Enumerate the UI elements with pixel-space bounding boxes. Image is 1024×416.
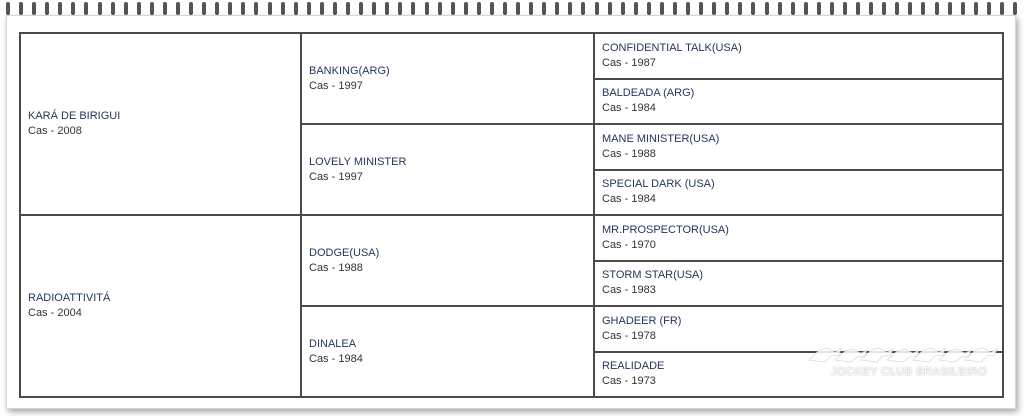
spiral-ring: [948, 2, 952, 15]
horse-name-link[interactable]: STORM STAR(USA): [602, 269, 704, 282]
horse-info: Cas - 1997: [309, 79, 363, 92]
spiral-ring: [738, 2, 742, 15]
horse-name-link[interactable]: GHADEER (FR): [602, 314, 682, 327]
horse-name-link[interactable]: LOVELY MINISTER: [309, 155, 407, 168]
spiral-ring: [725, 2, 729, 15]
spiral-ring: [464, 2, 468, 15]
horse-info: Cas - 1984: [602, 193, 656, 206]
spiral-ring: [921, 2, 925, 15]
horse-info: Cas - 1973: [602, 375, 656, 388]
spiral-ring: [307, 2, 311, 15]
spiral-ring: [6, 2, 10, 15]
pedigree-cell-generation-3: [594, 124, 1003, 170]
horse-info: Cas - 1983: [602, 284, 656, 297]
pedigree-cell-sire-sire: [301, 33, 594, 124]
pedigree-cell-generation-3: [594, 215, 1003, 261]
spiral-ring: [359, 2, 363, 15]
spiral-ring: [189, 2, 193, 15]
spiral-ring: [621, 2, 625, 15]
watermark-text: JOCKEY CLUB BRASILEIRO: [831, 366, 988, 378]
spiral-ring: [385, 2, 389, 15]
spiral-ring: [19, 2, 23, 15]
spiral-ring: [176, 2, 180, 15]
horse-info: Cas - 2004: [28, 307, 82, 319]
horse-info: Cas - 1984: [602, 102, 656, 115]
pedigree-cell-generation-3: [594, 261, 1003, 307]
horse-name-link[interactable]: BALDEADA (ARG): [602, 87, 695, 100]
spiral-ring: [673, 2, 677, 15]
spiral-ring: [451, 2, 455, 15]
table-row: [20, 33, 1003, 79]
horse-info: Cas - 1984: [309, 352, 363, 365]
spiral-ring: [843, 2, 847, 15]
spiral-ring: [974, 2, 978, 15]
horse-name-link[interactable]: MR.PROSPECTOR(USA): [602, 223, 729, 236]
jockey-club-watermark: [805, 340, 1001, 382]
spiral-ring: [58, 2, 62, 15]
pedigree-cell-dam-dam: [301, 306, 594, 397]
spiral-ring: [1000, 2, 1004, 15]
spiral-ring: [503, 2, 507, 15]
spiral-ring: [477, 2, 481, 15]
horse-info: Cas - 1997: [309, 170, 363, 183]
spiral-ring: [935, 2, 939, 15]
spiral-ring: [241, 2, 245, 15]
spiral-ring: [84, 2, 88, 15]
spiral-ring: [124, 2, 128, 15]
spiral-ring: [228, 2, 232, 15]
horse-name-link[interactable]: REALIDADE: [602, 360, 665, 373]
pedigree-cell-dam: [20, 215, 301, 397]
pedigree-cell-sire-dam: [301, 124, 594, 215]
pedigree-cell-generation-3: [594, 33, 1003, 79]
spiral-ring: [699, 2, 703, 15]
horse-name-link[interactable]: MANE MINISTER(USA): [602, 132, 720, 145]
spiral-ring: [660, 2, 664, 15]
table-row: [20, 215, 1003, 261]
spiral-ring: [686, 2, 690, 15]
pedigree-cell-generation-3: [594, 170, 1003, 216]
spiral-ring: [281, 2, 285, 15]
spiral-ring: [254, 2, 258, 15]
spiral-ring: [882, 2, 886, 15]
horse-info: Cas - 2008: [28, 125, 82, 137]
spiral-ring: [555, 2, 559, 15]
spiral-ring: [45, 2, 49, 15]
spiral-ring: [987, 2, 991, 15]
spiral-ring: [411, 2, 415, 15]
spiral-ring: [712, 2, 716, 15]
spiral-ring: [830, 2, 834, 15]
spiral-ring: [529, 2, 533, 15]
horse-name-link[interactable]: KARÁ DE BIRIGUI: [28, 110, 121, 122]
spiral-ring: [791, 2, 795, 15]
spiral-ring: [215, 2, 219, 15]
horse-name-link[interactable]: CONFIDENTIAL TALK(USA): [602, 41, 742, 54]
spiral-ring: [137, 2, 141, 15]
horse-name-link[interactable]: BANKING(ARG): [309, 64, 390, 77]
spiral-ring: [608, 2, 612, 15]
spiral-ring: [895, 2, 899, 15]
spiral-ring: [372, 2, 376, 15]
horse-info: Cas - 1988: [602, 147, 656, 160]
spiral-ring: [71, 2, 75, 15]
spiral-ring: [869, 2, 873, 15]
spiral-ring: [804, 2, 808, 15]
spiral-ring: [961, 2, 965, 15]
spiral-ring: [320, 2, 324, 15]
spiral-ring: [542, 2, 546, 15]
spiral-ring: [346, 2, 350, 15]
spiral-ring: [516, 2, 520, 15]
spiral-ring: [1013, 2, 1017, 15]
spiral-ring: [32, 2, 36, 15]
horse-name-link[interactable]: RADIOATTIVITÁ: [28, 292, 111, 304]
spiral-ring: [398, 2, 402, 15]
horse-info: Cas - 1987: [602, 56, 656, 69]
spiral-ring: [817, 2, 821, 15]
spiral-ring: [490, 2, 494, 15]
pedigree-cell-sire: [20, 33, 301, 215]
spiral-ring: [634, 2, 638, 15]
spiral-ring: [150, 2, 154, 15]
spiral-ring: [778, 2, 782, 15]
racing-horses-logo-icon: [805, 340, 1001, 366]
spiral-ring: [856, 2, 860, 15]
horse-name-link[interactable]: DINALEA: [309, 337, 357, 350]
horse-name-link[interactable]: SPECIAL DARK (USA): [602, 178, 715, 191]
spiral-ring: [568, 2, 572, 15]
spiral-ring: [163, 2, 167, 15]
spiral-ring: [647, 2, 651, 15]
spiral-ring: [202, 2, 206, 15]
spiral-ring: [294, 2, 298, 15]
pedigree-cell-generation-3: [594, 79, 1003, 125]
spiral-ring: [98, 2, 102, 15]
horse-info: Cas - 1988: [309, 261, 363, 274]
spiral-ring: [111, 2, 115, 15]
spiral-ring: [765, 2, 769, 15]
spiral-ring: [908, 2, 912, 15]
spiral-ring: [333, 2, 337, 15]
spiral-ring: [438, 2, 442, 15]
spiral-ring: [751, 2, 755, 15]
pedigree-cell-dam-sire: [301, 215, 594, 306]
horse-info: Cas - 1978: [602, 329, 656, 342]
horse-info: Cas - 1970: [602, 238, 656, 251]
spiral-ring: [581, 2, 585, 15]
horse-name-link[interactable]: DODGE(USA): [309, 246, 380, 259]
spiral-ring: [595, 2, 599, 15]
spiral-ring: [268, 2, 272, 15]
spiral-ring: [425, 2, 429, 15]
